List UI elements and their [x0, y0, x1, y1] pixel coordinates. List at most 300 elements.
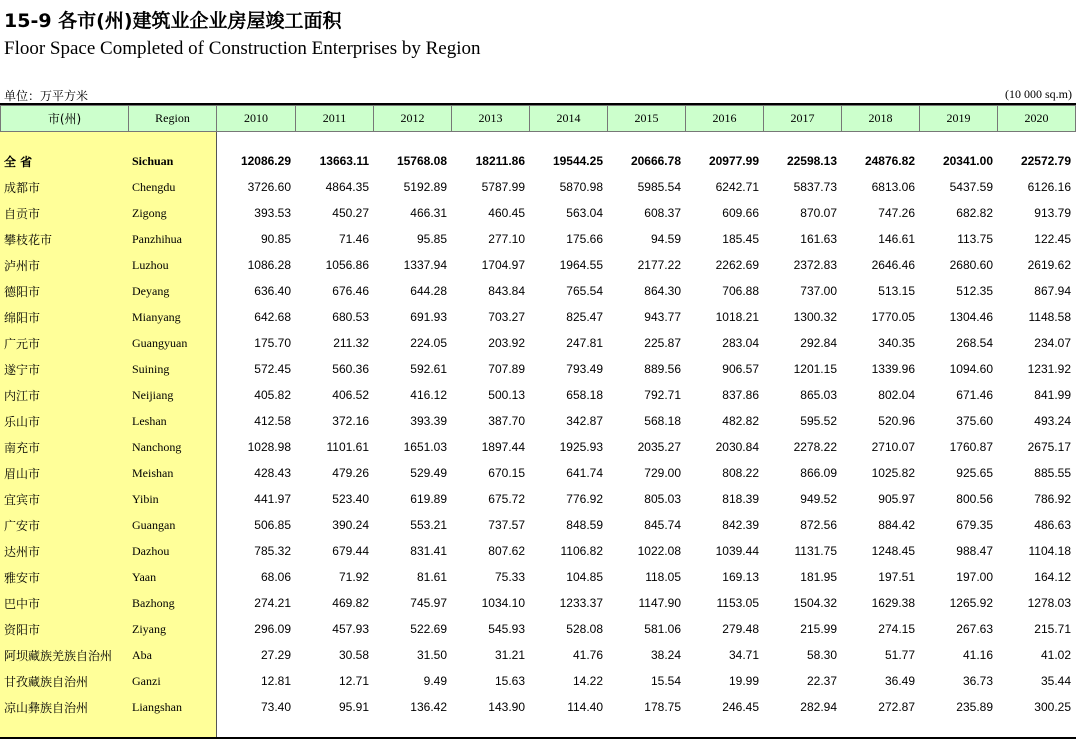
cell-value: 19.99 — [728, 674, 759, 688]
cell-value: 872.56 — [800, 518, 837, 532]
cell-value: 1056.86 — [325, 258, 369, 272]
cell-value: 136.42 — [410, 700, 447, 714]
cell-value: 30.58 — [338, 648, 369, 662]
cell-value: 805.03 — [644, 492, 681, 506]
cell-value: 36.73 — [962, 674, 993, 688]
cell-value: 925.65 — [956, 466, 993, 480]
cell-value: 522.69 — [410, 622, 447, 636]
table-row — [0, 512, 1075, 538]
cell-value: 1964.55 — [559, 258, 603, 272]
table-row — [0, 304, 1075, 330]
cell-value: 246.45 — [722, 700, 759, 714]
cell-value: 90.85 — [260, 232, 291, 246]
cell-value: 889.56 — [644, 362, 681, 376]
cell-value: 247.81 — [566, 336, 603, 350]
cell-value: 848.59 — [566, 518, 603, 532]
cell-value: 22.37 — [806, 674, 837, 688]
table-row — [0, 252, 1075, 278]
cell-value: 95.85 — [416, 232, 447, 246]
cell-value: 1018.21 — [715, 310, 759, 324]
cell-value: 5870.98 — [559, 180, 603, 194]
cell-value: 41.16 — [962, 648, 993, 662]
row-region-en: Deyang — [132, 283, 170, 298]
cell-value: 393.39 — [410, 414, 447, 428]
table-row — [0, 174, 1075, 200]
cell-value: 225.87 — [644, 336, 681, 350]
cell-value: 2177.22 — [637, 258, 681, 272]
cell-value: 279.48 — [722, 622, 759, 636]
row-region-en: Yaan — [132, 569, 157, 584]
row-city-cn: 成都市 — [4, 180, 41, 195]
cell-value: 843.84 — [488, 284, 525, 298]
cell-value: 1629.38 — [871, 596, 915, 610]
cell-value: 5837.73 — [793, 180, 837, 194]
cell-value: 1770.05 — [871, 310, 915, 324]
cell-value: 181.95 — [800, 570, 837, 584]
cell-value: 51.77 — [884, 648, 915, 662]
cell-value: 6242.71 — [715, 180, 759, 194]
row-city-cn: 资阳市 — [4, 622, 41, 637]
cell-value: 792.71 — [644, 388, 681, 402]
cell-value: 143.90 — [488, 700, 525, 714]
header-year: 2018 — [842, 106, 920, 132]
cell-value: 390.24 — [332, 518, 369, 532]
table-row — [0, 382, 1075, 408]
cell-value: 528.08 — [566, 622, 603, 636]
row-city-cn: 内江市 — [4, 388, 41, 403]
cell-value: 203.92 — [488, 336, 525, 350]
cell-value: 572.45 — [254, 362, 291, 376]
cell-value: 15.63 — [494, 674, 525, 688]
cell-value: 1925.93 — [559, 440, 603, 454]
row-region-en: Nanchong — [132, 439, 182, 454]
cell-value: 644.28 — [410, 284, 447, 298]
row-region-en: Mianyang — [132, 309, 181, 324]
table-row — [0, 564, 1075, 590]
cell-value: 460.45 — [488, 206, 525, 220]
cell-value: 670.15 — [488, 466, 525, 480]
cell-value: 175.70 — [254, 336, 291, 350]
cell-value: 680.53 — [332, 310, 369, 324]
row-city-cn: 绵阳市 — [4, 310, 41, 325]
row-city-cn: 遂宁市 — [4, 362, 41, 377]
cell-value: 22598.13 — [786, 154, 837, 168]
cell-value: 2035.27 — [637, 440, 681, 454]
cell-value: 1201.15 — [793, 362, 837, 376]
cell-value: 18211.86 — [475, 154, 525, 168]
cell-value: 636.40 — [254, 284, 291, 298]
cell-value: 682.82 — [956, 206, 993, 220]
table-row — [0, 226, 1075, 252]
cell-value: 1504.32 — [793, 596, 837, 610]
cell-value: 1278.03 — [1027, 596, 1071, 610]
header-year: 2016 — [686, 106, 764, 132]
cell-value: 1131.75 — [794, 544, 837, 558]
cell-value: 5985.54 — [637, 180, 681, 194]
cell-value: 493.24 — [1034, 414, 1071, 428]
header-year: 2011 — [296, 106, 374, 132]
cell-value: 9.49 — [423, 674, 447, 688]
cell-value: 870.07 — [800, 206, 837, 220]
header-year: 2014 — [530, 106, 608, 132]
cell-value: 175.66 — [566, 232, 603, 246]
cell-value: 845.74 — [644, 518, 681, 532]
cell-value: 466.31 — [410, 206, 447, 220]
cell-value: 1339.96 — [871, 362, 915, 376]
cell-value: 864.30 — [644, 284, 681, 298]
row-region-en: Yibin — [132, 491, 159, 506]
cell-value: 277.10 — [488, 232, 525, 246]
cell-value: 1337.94 — [403, 258, 447, 272]
cell-value: 906.57 — [722, 362, 759, 376]
table-row — [0, 330, 1075, 356]
cell-value: 1094.60 — [949, 362, 993, 376]
row-city-cn: 广元市 — [4, 336, 41, 351]
cell-value: 793.49 — [566, 362, 603, 376]
cell-value: 3726.60 — [247, 180, 291, 194]
header-region: Region — [129, 106, 217, 132]
cell-value: 1034.10 — [481, 596, 525, 610]
row-city-cn: 泸州市 — [4, 258, 41, 273]
cell-value: 75.33 — [494, 570, 525, 584]
cell-value: 22572.79 — [1020, 154, 1071, 168]
cell-value: 608.37 — [644, 206, 681, 220]
cell-value: 416.12 — [410, 388, 447, 402]
cell-value: 211.32 — [333, 336, 369, 350]
unit-label-en: (10 000 sq.m) — [1005, 87, 1072, 101]
table-row — [0, 356, 1075, 382]
row-region-en: Zigong — [132, 205, 167, 220]
row-region-en: Meishan — [132, 465, 174, 480]
table-row — [0, 278, 1075, 304]
unit-label-cn: 单位：万平方米 — [4, 89, 89, 103]
cell-value: 785.32 — [254, 544, 291, 558]
cell-value: 300.25 — [1034, 700, 1071, 714]
cell-value: 274.21 — [254, 596, 291, 610]
header-year: 2013 — [452, 106, 530, 132]
cell-value: 703.27 — [488, 310, 525, 324]
table-row — [0, 434, 1075, 460]
cell-value: 825.47 — [566, 310, 603, 324]
cell-value: 2675.17 — [1027, 440, 1071, 454]
cell-value: 94.59 — [650, 232, 681, 246]
cell-value: 949.52 — [800, 492, 837, 506]
header-year: 2019 — [920, 106, 998, 132]
header-year: 2012 — [374, 106, 452, 132]
cell-value: 73.40 — [260, 700, 291, 714]
cell-value: 802.04 — [878, 388, 915, 402]
row-city-cn: 南充市 — [4, 440, 41, 455]
cell-value: 185.45 — [722, 232, 759, 246]
header-row — [1, 106, 1076, 132]
page-title-en: Floor Space Completed of Construction Enterprises by Region — [4, 38, 481, 59]
cell-value: 14.22 — [572, 674, 603, 688]
cell-value: 387.70 — [488, 414, 525, 428]
cell-value: 113.75 — [957, 232, 993, 246]
cell-value: 1028.98 — [247, 440, 291, 454]
cell-value: 95.91 — [338, 700, 369, 714]
table-row — [0, 616, 1075, 642]
cell-value: 20666.78 — [630, 154, 681, 168]
cell-value: 1300.32 — [793, 310, 837, 324]
cell-value: 15768.08 — [396, 154, 447, 168]
cell-value: 1651.03 — [403, 440, 447, 454]
row-region-en: Panzhihua — [132, 231, 182, 246]
cell-value: 1148.58 — [1028, 310, 1071, 324]
cell-value: 412.58 — [254, 414, 291, 428]
cell-value: 1101.61 — [326, 440, 369, 454]
row-city-cn: 乐山市 — [4, 414, 41, 429]
cell-value: 20341.00 — [942, 154, 993, 168]
cell-value: 406.52 — [332, 388, 369, 402]
cell-value: 513.15 — [878, 284, 915, 298]
row-city-cn: 甘孜藏族自治州 — [4, 674, 89, 689]
cell-value: 268.54 — [956, 336, 993, 350]
cell-value: 747.26 — [878, 206, 915, 220]
cell-value: 146.61 — [878, 232, 915, 246]
cell-value: 905.97 — [878, 492, 915, 506]
cell-value: 988.47 — [956, 544, 993, 558]
cell-value: 831.41 — [410, 544, 447, 558]
cell-value: 800.56 — [956, 492, 993, 506]
cell-value: 529.49 — [410, 466, 447, 480]
row-city-cn: 雅安市 — [4, 570, 41, 585]
cell-value: 68.06 — [260, 570, 291, 584]
header-year: 2010 — [217, 106, 296, 132]
cell-value: 234.07 — [1034, 336, 1071, 350]
cell-value: 1248.45 — [871, 544, 915, 558]
cell-value: 2680.60 — [949, 258, 993, 272]
cell-value: 1039.44 — [715, 544, 759, 558]
cell-value: 274.15 — [878, 622, 915, 636]
page-title-cn: 15-9 各市(州)建筑业企业房屋竣工面积 — [4, 10, 342, 32]
cell-value: 523.40 — [332, 492, 369, 506]
row-region-en: Sichuan — [132, 153, 174, 168]
cell-value: 118.05 — [645, 570, 681, 584]
cell-value: 619.89 — [410, 492, 447, 506]
cell-value: 1304.46 — [949, 310, 993, 324]
table-row — [0, 538, 1075, 564]
row-city-cn: 攀枝花市 — [4, 232, 53, 247]
cell-value: 12086.29 — [240, 154, 291, 168]
row-city-cn: 德阳市 — [4, 284, 41, 299]
cell-value: 114.40 — [567, 700, 603, 714]
cell-value: 450.27 — [332, 206, 369, 220]
cell-value: 19544.25 — [552, 154, 603, 168]
cell-value: 545.93 — [488, 622, 525, 636]
cell-value: 675.72 — [488, 492, 525, 506]
row-region-en: Ziyang — [132, 621, 166, 636]
cell-value: 729.00 — [644, 466, 681, 480]
cell-value: 31.21 — [494, 648, 525, 662]
header-city: 市(州) — [1, 106, 129, 132]
table-header — [0, 105, 1076, 132]
cell-value: 4864.35 — [325, 180, 369, 194]
cell-value: 2278.22 — [793, 440, 837, 454]
table-row — [0, 694, 1075, 720]
cell-value: 553.21 — [410, 518, 447, 532]
cell-value: 340.35 — [878, 336, 915, 350]
cell-value: 707.89 — [488, 362, 525, 376]
cell-value: 479.26 — [332, 466, 369, 480]
table-row — [0, 668, 1075, 694]
cell-value: 457.93 — [332, 622, 369, 636]
cell-value: 27.29 — [260, 648, 291, 662]
table-row — [0, 460, 1075, 486]
cell-value: 706.88 — [722, 284, 759, 298]
row-region-en: Bazhong — [132, 595, 175, 610]
cell-value: 224.05 — [410, 336, 447, 350]
cell-value: 642.68 — [254, 310, 291, 324]
cell-value: 393.53 — [254, 206, 291, 220]
cell-value: 676.46 — [332, 284, 369, 298]
cell-value: 745.97 — [410, 596, 447, 610]
cell-value: 841.99 — [1034, 388, 1071, 402]
cell-value: 122.45 — [1034, 232, 1071, 246]
cell-value: 866.09 — [800, 466, 837, 480]
cell-value: 520.96 — [878, 414, 915, 428]
cell-value: 2619.62 — [1027, 258, 1071, 272]
row-city-cn: 自贡市 — [4, 206, 41, 221]
cell-value: 679.44 — [332, 544, 369, 558]
cell-value: 441.97 — [254, 492, 291, 506]
cell-value: 1153.05 — [716, 596, 759, 610]
cell-value: 568.18 — [644, 414, 681, 428]
cell-value: 2646.46 — [871, 258, 915, 272]
cell-value: 405.82 — [254, 388, 291, 402]
cell-value: 215.71 — [1034, 622, 1071, 636]
cell-value: 1025.82 — [871, 466, 915, 480]
cell-value: 658.18 — [566, 388, 603, 402]
cell-value: 31.50 — [416, 648, 447, 662]
cell-value: 469.82 — [332, 596, 369, 610]
table-row — [0, 408, 1075, 434]
cell-value: 737.00 — [800, 284, 837, 298]
cell-value: 2372.83 — [793, 258, 837, 272]
header-year: 2017 — [764, 106, 842, 132]
cell-value: 865.03 — [800, 388, 837, 402]
cell-value: 372.16 — [332, 414, 369, 428]
cell-value: 776.92 — [566, 492, 603, 506]
cell-value: 35.44 — [1040, 674, 1071, 688]
cell-value: 807.62 — [488, 544, 525, 558]
cell-value: 1104.18 — [1028, 544, 1071, 558]
cell-value: 12.71 — [338, 674, 369, 688]
cell-value: 342.87 — [566, 414, 603, 428]
cell-value: 283.04 — [722, 336, 759, 350]
row-region-en: Aba — [132, 647, 152, 662]
cell-value: 691.93 — [410, 310, 447, 324]
cell-value: 375.60 — [956, 414, 993, 428]
data-table — [0, 148, 1075, 720]
row-region-en: Suining — [132, 361, 170, 376]
header-year: 2020 — [998, 106, 1076, 132]
cell-value: 1231.92 — [1027, 362, 1071, 376]
cell-value: 563.04 — [566, 206, 603, 220]
cell-value: 592.61 — [410, 362, 447, 376]
row-region-en: Leshan — [132, 413, 167, 428]
cell-value: 41.02 — [1040, 648, 1071, 662]
cell-value: 272.87 — [878, 700, 915, 714]
row-city-cn: 巴中市 — [4, 596, 41, 611]
cell-value: 5192.89 — [403, 180, 447, 194]
cell-value: 500.13 — [488, 388, 525, 402]
cell-value: 34.71 — [728, 648, 759, 662]
cell-value: 38.24 — [650, 648, 681, 662]
row-region-en: Neijiang — [132, 387, 174, 402]
cell-value: 282.94 — [800, 700, 837, 714]
row-region-en: Dazhou — [132, 543, 170, 558]
row-region-en: Guangan — [132, 517, 176, 532]
cell-value: 235.89 — [956, 700, 993, 714]
cell-value: 609.66 — [722, 206, 759, 220]
cell-value: 1106.82 — [560, 544, 603, 558]
cell-value: 267.63 — [956, 622, 993, 636]
cell-value: 215.99 — [800, 622, 837, 636]
row-city-cn: 达州市 — [4, 544, 41, 559]
cell-value: 842.39 — [722, 518, 759, 532]
cell-value: 164.12 — [1034, 570, 1071, 584]
cell-value: 197.51 — [878, 570, 915, 584]
cell-value: 581.06 — [644, 622, 681, 636]
row-region-en: Luzhou — [132, 257, 169, 272]
table-row-total — [0, 148, 1075, 174]
cell-value: 197.00 — [956, 570, 993, 584]
cell-value: 5787.99 — [481, 180, 525, 194]
cell-value: 884.42 — [878, 518, 915, 532]
cell-value: 1022.08 — [637, 544, 681, 558]
cell-value: 867.94 — [1034, 284, 1071, 298]
header-year: 2015 — [608, 106, 686, 132]
cell-value: 2030.84 — [715, 440, 759, 454]
cell-value: 512.35 — [956, 284, 993, 298]
cell-value: 5437.59 — [949, 180, 993, 194]
cell-value: 13663.11 — [319, 154, 369, 168]
cell-value: 1086.28 — [247, 258, 291, 272]
cell-value: 808.22 — [722, 466, 759, 480]
cell-value: 41.76 — [572, 648, 603, 662]
cell-value: 1147.90 — [638, 596, 681, 610]
cell-value: 296.09 — [254, 622, 291, 636]
cell-value: 943.77 — [644, 310, 681, 324]
cell-value: 913.79 — [1034, 206, 1071, 220]
row-city-cn: 凉山彝族自治州 — [4, 700, 89, 715]
bottom-rule — [0, 737, 1076, 739]
cell-value: 292.84 — [800, 336, 837, 350]
row-region-en: Chengdu — [132, 179, 176, 194]
cell-value: 20977.99 — [708, 154, 759, 168]
cell-value: 2710.07 — [871, 440, 915, 454]
cell-value: 560.36 — [332, 362, 369, 376]
row-region-en: Ganzi — [132, 673, 161, 688]
cell-value: 506.85 — [254, 518, 291, 532]
table-row — [0, 200, 1075, 226]
cell-value: 71.92 — [338, 570, 369, 584]
cell-value: 6813.06 — [871, 180, 915, 194]
table-row — [0, 486, 1075, 512]
cell-value: 1233.37 — [559, 596, 603, 610]
cell-value: 765.54 — [566, 284, 603, 298]
cell-value: 818.39 — [722, 492, 759, 506]
cell-value: 81.61 — [416, 570, 447, 584]
cell-value: 24876.82 — [864, 154, 915, 168]
cell-value: 837.86 — [722, 388, 759, 402]
cell-value: 671.46 — [956, 388, 993, 402]
row-city-cn: 宜宾市 — [4, 492, 41, 507]
table-row — [0, 642, 1075, 668]
row-city-cn: 全 省 — [4, 154, 33, 169]
cell-value: 428.43 — [254, 466, 291, 480]
